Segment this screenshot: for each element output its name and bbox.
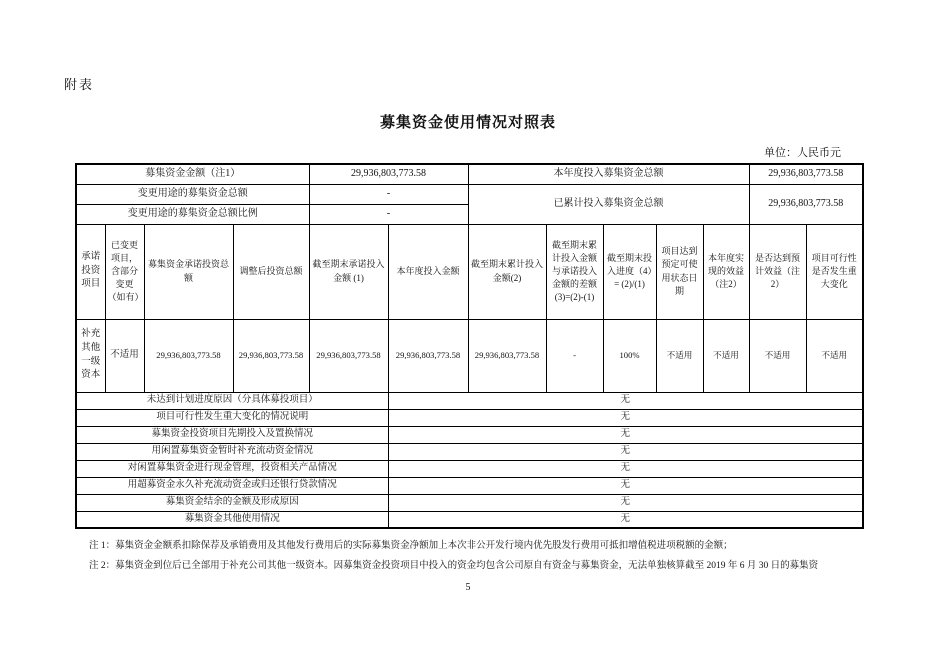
summary-value-cell: 29,936,803,773.58 <box>749 184 863 224</box>
summary-row-1 <box>76 164 863 184</box>
column-header: 截至期末累计投入金额与承诺投入金额的差额(3)=(2)-(1) <box>546 224 603 319</box>
column-header: 募集资金承诺投资总额 <box>144 224 233 319</box>
project-data-row <box>76 319 863 392</box>
info-row <box>76 409 863 426</box>
info-value-cell: 无 <box>388 392 863 409</box>
data-cell: 29,936,803,773.58 <box>388 319 468 392</box>
column-header: 项目可行性是否发生重大变化 <box>806 224 863 319</box>
summary-label-cell: 已累计投入募集资金总额 <box>468 184 749 224</box>
info-label-cell: 未达到计划进度原因（分具体募投项目） <box>76 392 388 409</box>
info-label-cell: 对闲置募集资金进行现金管理，投资相关产品情况 <box>76 460 388 477</box>
footnote-1: 注 1：募集资金金额系扣除保荐及承销费用及其他发行费用后的实际募集资金净额加上本次非公开发行境内优先股发行费用可抵扣增值税进项税额的金额； <box>89 541 733 551</box>
info-label-cell: 募集资金结余的金额及形成原因 <box>76 494 388 511</box>
column-header: 调整后投资总额 <box>233 224 309 319</box>
column-header: 截至期末累计投入金额(2) <box>468 224 546 319</box>
info-value-cell: 无 <box>388 494 863 511</box>
column-header: 截至期末投入进度（4）= (2)/(1) <box>603 224 656 319</box>
page-number: 5 <box>465 582 471 593</box>
info-value-cell: 无 <box>388 460 863 477</box>
info-label-cell: 用超募资金永久补充流动资金或归还银行贷款情况 <box>76 477 388 494</box>
summary-label-cell: 变更用途的募集资金总额比例 <box>76 204 309 224</box>
info-row <box>76 494 863 511</box>
info-row <box>76 460 863 477</box>
info-row <box>76 511 863 528</box>
data-cell: 29,936,803,773.58 <box>144 319 233 392</box>
data-cell: 29,936,803,773.58 <box>468 319 546 392</box>
summary-value-cell: 29,936,803,773.58 <box>309 164 468 184</box>
footnote-2: 注 2：募集资金到位后已全部用于补充公司其他一级资本。因募集资金投资项目中投入的资金均包含公司原自有资金与募集资金，无法单独核算截至 2019 年 6 月 30 日的募集资 <box>89 561 819 571</box>
column-header: 本年度投入金额 <box>388 224 468 319</box>
data-cell: 不适用 <box>105 319 144 392</box>
column-header: 承诺投资项目 <box>76 224 105 319</box>
info-value-cell: 无 <box>388 426 863 443</box>
currency-unit-label: 单位：人民币元 <box>764 147 841 159</box>
info-value-cell: 无 <box>388 443 863 460</box>
data-cell: 不适用 <box>703 319 749 392</box>
info-row <box>76 426 863 443</box>
project-name-cell: 补充其他一级资本 <box>76 319 105 392</box>
data-cell: 不适用 <box>749 319 806 392</box>
info-label-cell: 募集资金其他使用情况 <box>76 511 388 528</box>
data-cell: 29,936,803,773.58 <box>233 319 309 392</box>
page-title: 募集资金使用情况对照表 <box>379 115 556 131</box>
summary-label-cell: 本年度投入募集资金总额 <box>468 164 749 184</box>
info-value-cell: 无 <box>388 477 863 494</box>
data-cell: 不适用 <box>806 319 863 392</box>
summary-label-cell: 变更用途的募集资金总额 <box>76 184 309 204</box>
info-row <box>76 477 863 494</box>
column-header: 截至期末承诺投入金额 (1) <box>309 224 388 319</box>
column-header: 已变更项目，含部分变更（如有） <box>105 224 144 319</box>
footnotes <box>89 536 864 576</box>
data-cell: 29,936,803,773.58 <box>309 319 388 392</box>
info-row <box>76 392 863 409</box>
info-row <box>76 443 863 460</box>
data-cell: 不适用 <box>656 319 703 392</box>
column-header: 项目达到预定可使用状态日期 <box>656 224 703 319</box>
funds-usage-table <box>75 163 864 529</box>
data-cell: - <box>546 319 603 392</box>
column-header: 本年度实现的效益（注2） <box>703 224 749 319</box>
summary-value-cell: 29,936,803,773.58 <box>749 164 863 184</box>
info-label-cell: 用闲置募集资金暂时补充流动资金情况 <box>76 443 388 460</box>
column-header: 是否达到预计效益（注2） <box>749 224 806 319</box>
appendix-label: 附表 <box>64 77 95 92</box>
summary-value-cell: - <box>309 184 468 204</box>
info-value-cell: 无 <box>388 409 863 426</box>
info-label-cell: 项目可行性发生重大变化的情况说明 <box>76 409 388 426</box>
detail-header-row <box>76 224 863 319</box>
summary-value-cell: - <box>309 204 468 224</box>
info-label-cell: 募集资金投资项目先期投入及置换情况 <box>76 426 388 443</box>
summary-label-cell: 募集资金金额（注1） <box>76 164 309 184</box>
info-value-cell: 无 <box>388 511 863 528</box>
summary-row-2 <box>76 184 863 204</box>
data-cell: 100% <box>603 319 656 392</box>
